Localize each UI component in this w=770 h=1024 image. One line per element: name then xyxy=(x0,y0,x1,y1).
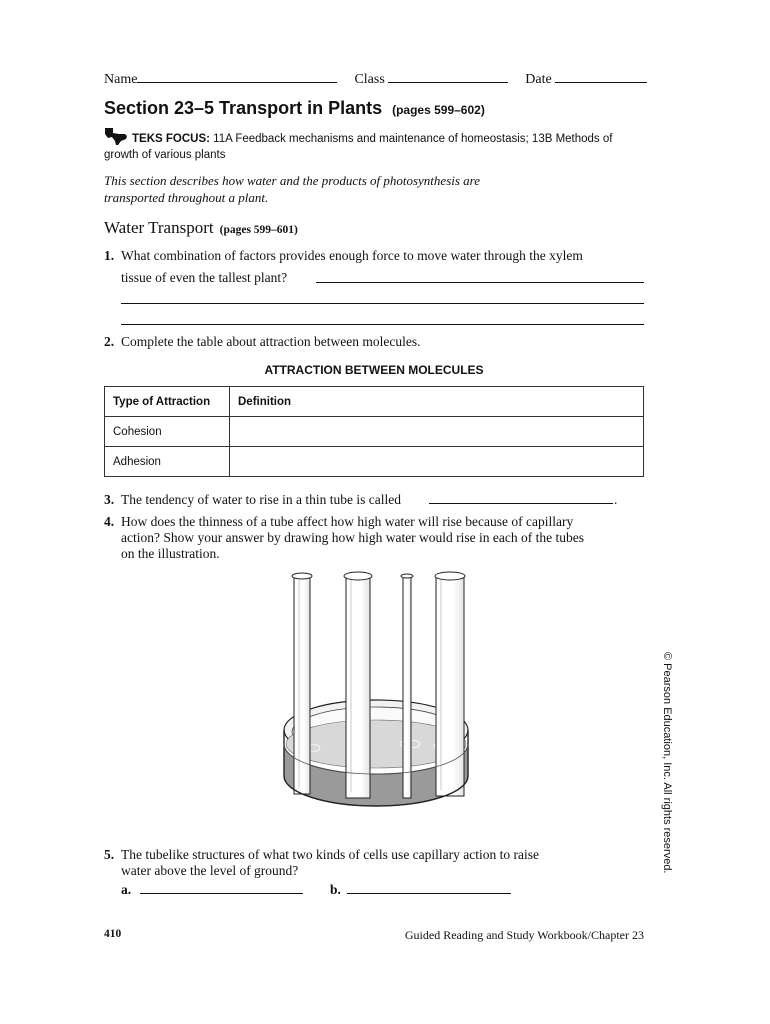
column-header: Type of Attraction xyxy=(105,387,230,417)
section-title-text: Section 23–5 Transport in Plants xyxy=(104,98,383,118)
question-4 xyxy=(104,514,649,562)
answer-a-line[interactable] xyxy=(140,893,303,894)
question-number: 3. xyxy=(104,492,115,507)
header-fields xyxy=(104,72,647,88)
copyright-text: © Pearson Education, Inc. All rights reserved. xyxy=(661,652,673,874)
attraction-type-cell: Adhesion xyxy=(105,447,230,477)
question-text: tissue of even the tallest plant? xyxy=(121,270,288,285)
name-label: Name xyxy=(104,72,138,87)
subhead-water-transport xyxy=(104,218,298,238)
teks-focus xyxy=(104,126,644,163)
section-intro: This section describes how water and the products of photosynthesis are transported throughout a plant. xyxy=(104,173,481,205)
texas-icon xyxy=(104,126,128,146)
table-row xyxy=(105,417,644,447)
answer-b-line[interactable] xyxy=(347,893,511,894)
answer-line[interactable] xyxy=(121,324,644,325)
question-text: Complete the table about attraction between molecules. xyxy=(121,334,421,349)
definition-cell[interactable] xyxy=(230,417,644,447)
book-title: Guided Reading and Study Workbook/Chapter 23 xyxy=(404,928,644,942)
date-field[interactable] xyxy=(555,82,647,83)
table-caption: ATTRACTION BETWEEN MOLECULES xyxy=(264,363,484,377)
question-number: 5. xyxy=(104,847,115,862)
subhead-text: Water Transport xyxy=(104,218,214,237)
question-text: How does the thinness of a tube affect how high water will rise because of capillary xyxy=(121,514,574,529)
answer-a-label: a. xyxy=(121,882,132,897)
table-row xyxy=(105,447,644,477)
date-label: Date xyxy=(525,72,552,87)
name-field[interactable] xyxy=(137,82,337,83)
question-text: What combination of factors provides enough force to move water through the xylem xyxy=(121,248,583,263)
question-5 xyxy=(104,847,649,879)
column-header: Definition xyxy=(230,387,644,417)
subhead-pages: (pages 599–601) xyxy=(219,224,298,236)
question-text: water above the level of ground? xyxy=(121,863,299,878)
section-title-pages: (pages 599–602) xyxy=(392,103,485,117)
question-3-end: . xyxy=(614,492,618,507)
teks-text: 11A Feedback mechanisms and maintenance of homeostasis; 13B Methods of growth of various plants xyxy=(104,133,613,161)
attraction-table xyxy=(104,386,644,477)
question-1 xyxy=(104,248,649,286)
answer-line[interactable] xyxy=(121,303,644,304)
table-header-row xyxy=(105,387,644,417)
tube-2[interactable] xyxy=(344,572,372,798)
definition-cell[interactable] xyxy=(230,447,644,477)
section-title xyxy=(104,98,485,119)
question-text: on the illustration. xyxy=(121,546,220,561)
class-label: Class xyxy=(354,72,385,87)
capillary-tubes-illustration[interactable] xyxy=(270,568,490,828)
question-3 xyxy=(104,492,649,508)
tube-1[interactable] xyxy=(292,573,312,794)
tube-4[interactable] xyxy=(435,572,465,796)
class-field[interactable] xyxy=(388,82,508,83)
question-text: The tendency of water to rise in a thin tube is called xyxy=(121,492,402,507)
question-number: 2. xyxy=(104,334,115,349)
attraction-type-cell: Cohesion xyxy=(105,417,230,447)
question-text: The tubelike structures of what two kinds of cells use capillary action to raise xyxy=(121,847,539,862)
copyright-notice xyxy=(657,652,677,874)
teks-label: TEKS FOCUS: xyxy=(132,133,210,145)
page-number: 410 xyxy=(104,928,122,940)
answer-line[interactable] xyxy=(429,503,613,504)
question-number: 1. xyxy=(104,248,115,263)
tube-3[interactable] xyxy=(401,574,413,798)
answer-b-label: b. xyxy=(330,882,341,897)
question-2 xyxy=(104,334,649,350)
question-number: 4. xyxy=(104,514,115,529)
question-text: action? Show your answer by drawing how high water would rise in each of the tubes xyxy=(121,530,585,545)
answer-line[interactable] xyxy=(316,282,644,283)
